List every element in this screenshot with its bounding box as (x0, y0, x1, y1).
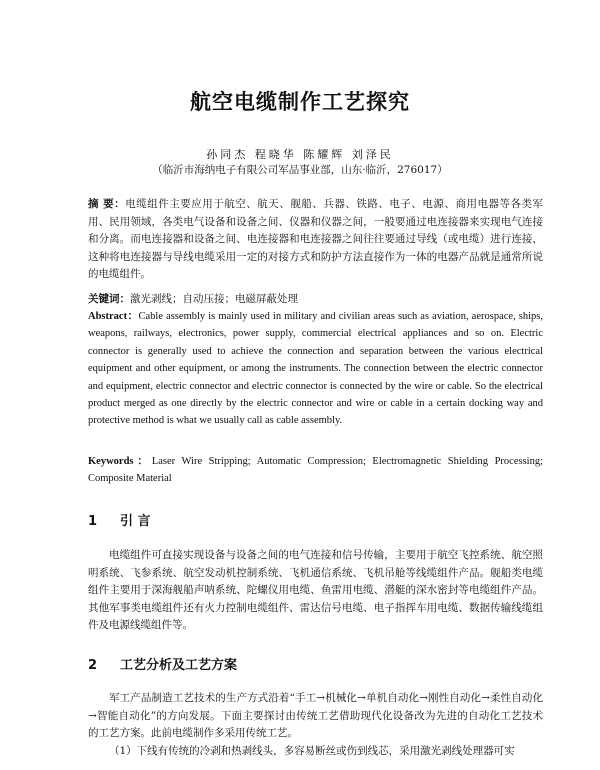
abstract-en (88, 308, 543, 430)
section-2-body: 军工产品制造工艺技术的生产方式沿着“手工→机械化→单机自动化→刚性自动化→柔性自动化→智能自动化”的方向发展。下面主要探讨由传统工艺借助现代化设备改为先进的自动化工艺技术的工艺方案。此前电缆制作多采用传统工艺。 (88, 692, 543, 739)
paper-title: 航空电缆制作工艺探究 (190, 90, 410, 114)
section-1-number: 1 (88, 514, 98, 529)
keywords-cn-text: 激光剥线；自动压接；电磁屏蔽处理 (130, 293, 298, 305)
section-2-number: 2 (88, 658, 98, 673)
keywords-en-text: Laser Wire Stripping; Automatic Compression; Electromagnetic Shielding Processing; Composite Material (88, 456, 543, 485)
section-1-title: 引 言 (120, 514, 151, 529)
section-1-body: 电缆组件可直接实现设备与设备之间的电气连接和信号传输，主要用于航空飞控系统、航空照明系统、飞参系统、航空发动机控制系统、飞机通信系统、飞机吊舱等线缆组件产品。舰船类电缆组件主要用于深海舰船声呐系统、陀螺仪用电缆、鱼雷用电缆、潜艇的深水密封等电缆组件产品。其他军事类电缆组件还有火力控制电缆组件、雷达信号电缆、电子指挥车用电缆、数据传输线缆组件及电源线缆组件等。 (88, 549, 543, 631)
abstract-en-label: Abstract： (88, 311, 139, 322)
section-1-heading (88, 510, 151, 529)
section-2-item-1: （1）下线有传统的冷剥和热剥线头，多容易断丝或伤到线芯，采用激光剥线处理器可实 (109, 745, 515, 757)
keywords-en (88, 453, 543, 488)
abstract-cn-text: 电缆组件主要应用于航空、航天、舰船、兵器、铁路、电子、电源、商用电器等各类军用、民用领域，各类电气设备和设备之间、仪器和仪器之间，一般要通过电连接器来实现电气连接和分离。而电连接器和设备之间、电连接器和电连接器之间往往要通过导线（或电缆）进行连接，这种将电连接器与导线电缆采用一定的对接方式和防护方法直接作为一体的电器产品就是通常所说的电缆组件。 (88, 198, 544, 280)
keywords-en-label: Keywords： (88, 456, 152, 467)
abstract-cn (88, 196, 543, 284)
keywords-cn-label: 关键词： (88, 293, 130, 305)
keywords-cn (88, 291, 543, 309)
abstract-cn-label: 摘 要： (88, 198, 126, 210)
section-2-heading (88, 654, 237, 673)
abstract-en-text: Cable assembly is mainly used in military and civilian areas such as aviation, aerospace, ships, weapons, railways, electronics, power supply, commercial electrical appliances and so on. Electric connector is generally used to achieve the connection and separation between the various electrical equipment and other equipment, or among the instruments. The connection between the electric connector and equipment, electric connector and electric connector is connected by the wire or cable. So the electrical product merged as one directly by the electric connector and wire or cable in a certain docking way and protective method is what we usually call as cable assembly. (88, 311, 543, 427)
section-2-title: 工艺分析及工艺方案 (120, 658, 238, 673)
author-list: 孙同杰 程晓华 陈耀辉 刘泽民 (206, 148, 394, 161)
affiliation: （临沂市海纳电子有限公司军品事业部，山东·临沂，276017） (152, 164, 448, 176)
